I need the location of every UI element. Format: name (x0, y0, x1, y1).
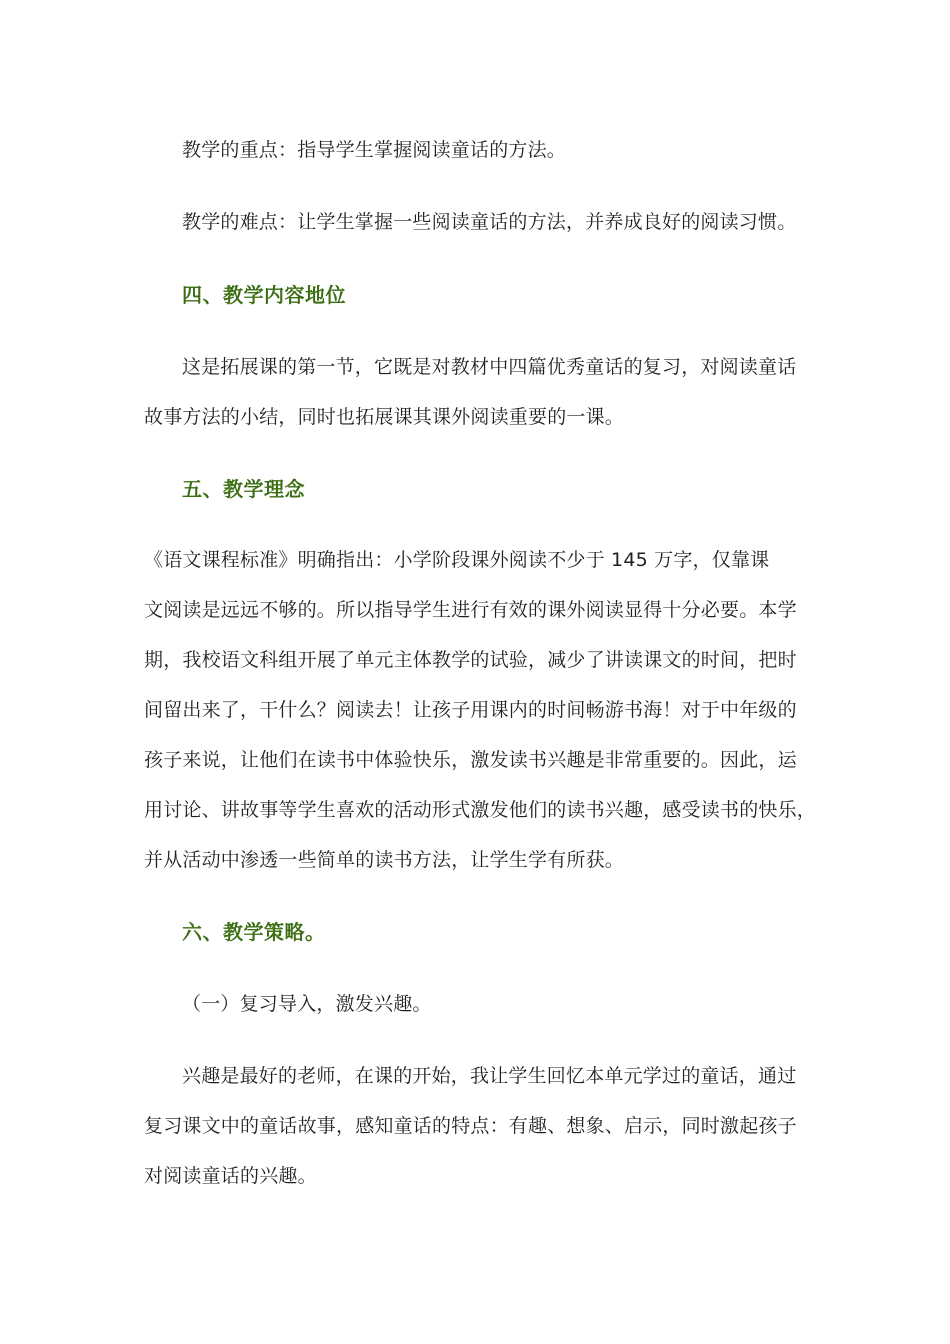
paragraph-line: 孩子来说，让他们在读书中体验快乐，激发读书兴趣是非常重要的。因此，运 (144, 749, 797, 771)
paragraph-line: 用讨论、讲故事等学生喜欢的活动形式激发他们的读书兴趣，感受读书的快乐， (144, 799, 817, 821)
difficulty-paragraph: 教学的难点：让学生掌握一些阅读童话的方法，并养成良好的阅读习惯。 (182, 211, 797, 233)
paragraph-line: 这是拓展课的第一节，它既是对教材中四篇优秀童话的复习，对阅读童话 (182, 356, 797, 378)
paragraph-line: 期，我校语文科组开展了单元主体教学的试验，减少了讲读课文的时间，把时 (144, 649, 797, 671)
section-heading-teaching-philosophy: 五、教学理念 (182, 477, 305, 501)
paragraph-line: 故事方法的小结，同时也拓展课其课外阅读重要的一课。 (144, 406, 625, 428)
section-heading-content-position: 四、教学内容地位 (182, 283, 346, 307)
paragraph-line: 间留出来了，干什么？阅读去！让孩子用课内的时间畅游书海！对于中年级的 (144, 699, 797, 721)
paragraph-line: 并从活动中渗透一些简单的读书方法，让学生学有所获。 (144, 849, 625, 871)
paragraph-line: 对阅读童话的兴趣。 (144, 1165, 317, 1187)
paragraph-line: 兴趣是最好的老师，在课的开始，我让学生回忆本单元学过的童话，通过 (182, 1065, 797, 1087)
paragraph-line: 文阅读是远远不够的。所以指导学生进行有效的课外阅读显得十分必要。本学 (144, 599, 797, 621)
focus-paragraph: 教学的重点：指导学生掌握阅读童话的方法。 (182, 139, 567, 161)
paragraph-line: 《语文课程标准》明确指出：小学阶段课外阅读不少于 145 万字，仅靠课 (144, 549, 770, 571)
subsection-heading: （一）复习导入，激发兴趣。 (182, 993, 432, 1015)
section-heading-teaching-strategy: 六、教学策略。 (182, 920, 326, 944)
paragraph-line: 复习课文中的童话故事，感知童话的特点：有趣、想象、启示，同时激起孩子 (144, 1115, 797, 1137)
